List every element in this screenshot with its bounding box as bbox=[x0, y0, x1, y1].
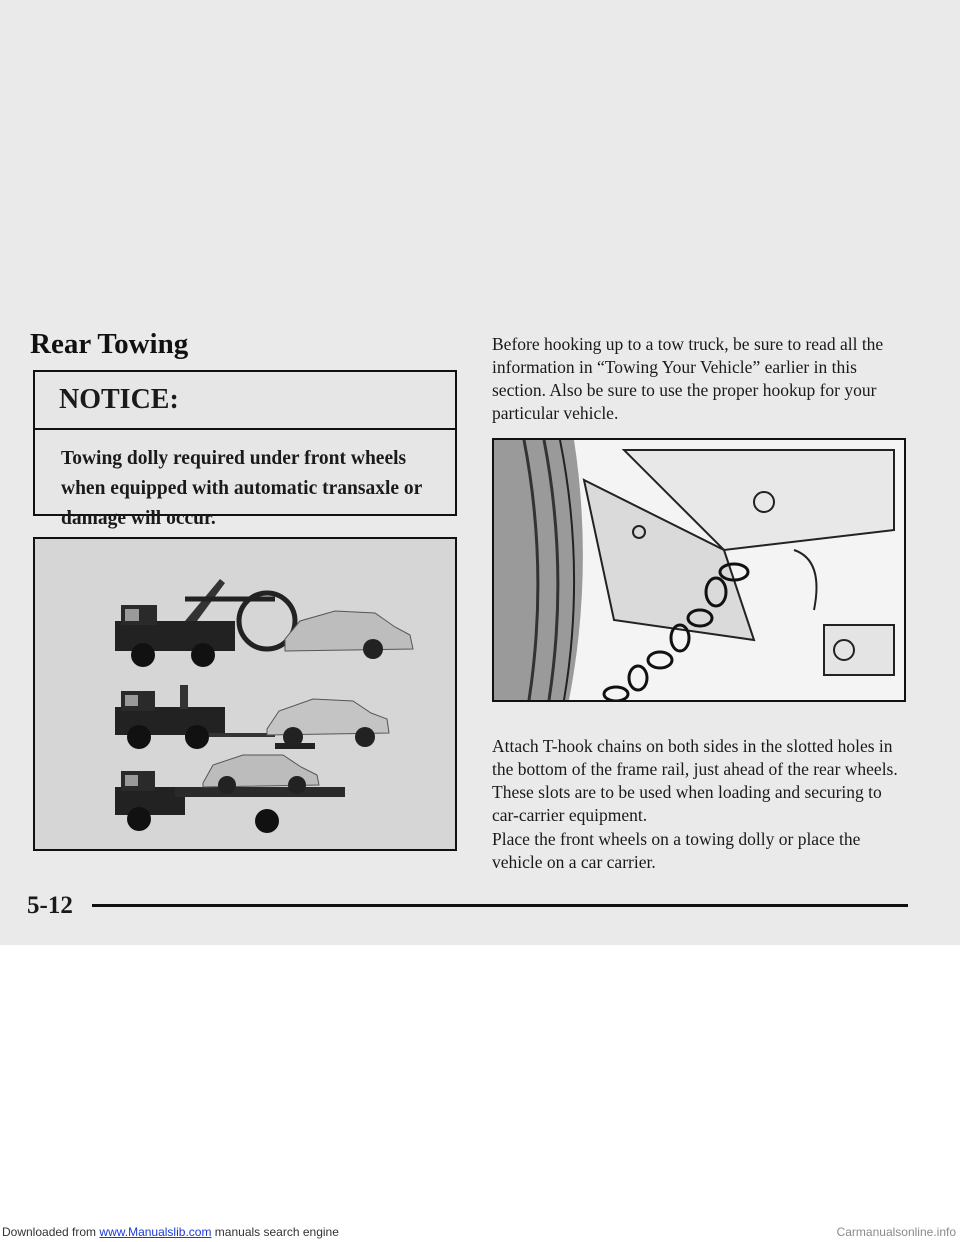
tow-methods-illustration bbox=[33, 537, 457, 851]
footer-text bbox=[2, 1225, 339, 1239]
manualslib-link[interactable]: www.Manualslib.com bbox=[99, 1225, 212, 1239]
notice-box bbox=[33, 370, 457, 529]
footer-suffix: manuals search engine bbox=[214, 1225, 339, 1239]
notice-heading: NOTICE: bbox=[35, 372, 455, 430]
attach-chains-paragraph: Attach T-hook chains on both sides in the slotted holes in the bottom of the frame rail, just ahead of the rear wheels. These slots are to be used when loading and securing to car-carrier equipment. bbox=[492, 736, 898, 825]
t-hook-chain-illustration bbox=[492, 438, 906, 702]
tire-icon bbox=[494, 440, 583, 700]
placement-paragraph: Place the front wheels on a towing dolly or place the vehicle on a car carrier. bbox=[492, 829, 861, 872]
footer-rule bbox=[92, 904, 908, 907]
watermark-text: Carmanualsonline.info bbox=[836, 1225, 956, 1239]
intro-paragraph: Before hooking up to a tow truck, be sure to read all the information in “Towing Your Vehicle” earlier in this section. Also be sure to use the proper hookup for your particular vehicle. bbox=[492, 334, 884, 423]
footer-prefix: Downloaded from bbox=[2, 1225, 97, 1239]
notice-text: Towing dolly required under front wheels when equipped with automatic transaxle or damage will occur. bbox=[61, 448, 422, 529]
section-title: Rear Towing bbox=[30, 328, 189, 360]
page-number: 5-12 bbox=[27, 892, 73, 919]
